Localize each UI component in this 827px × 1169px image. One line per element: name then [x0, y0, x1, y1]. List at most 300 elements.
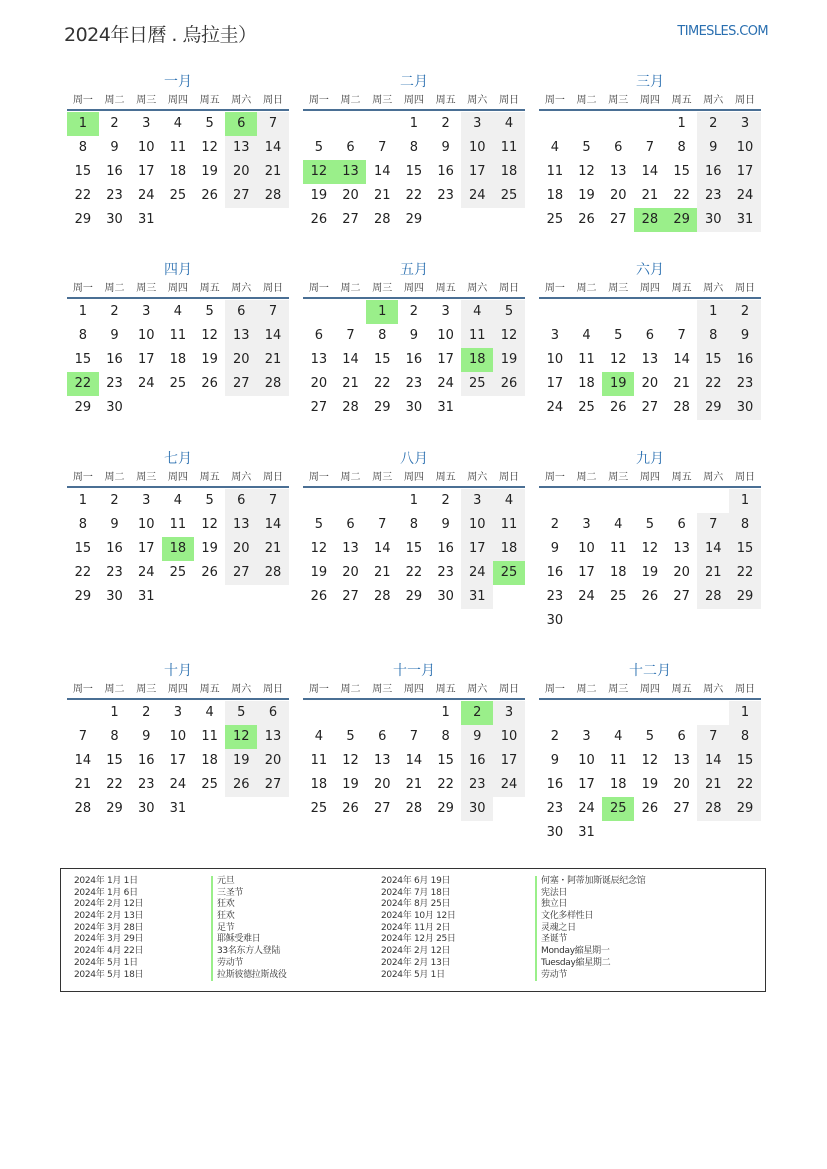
- day-cell: 22: [729, 561, 761, 585]
- day-cell: 16: [106, 164, 123, 179]
- day-cell: 3: [582, 729, 591, 744]
- day-cell: 8: [409, 517, 419, 532]
- day-cell: 25: [169, 376, 187, 391]
- month-block: [539, 73, 761, 232]
- day-cell: 29: [74, 589, 92, 604]
- day-cell: 3: [550, 328, 559, 343]
- weekday-label: 周六: [467, 95, 488, 106]
- day-cell: 3: [582, 517, 591, 532]
- day-cell: 24: [137, 376, 155, 391]
- legend-holiday-date: 2024年 3月 29日: [74, 934, 144, 945]
- day-cell: 10: [546, 352, 564, 367]
- day-cell: 28: [257, 561, 289, 585]
- day-cell: 25: [493, 184, 525, 208]
- day-cell: 23: [546, 589, 564, 604]
- day-cell: 7: [697, 513, 729, 537]
- weekday-label: 周日: [262, 472, 283, 483]
- day-grid: [539, 701, 761, 845]
- weekday-header: [67, 682, 289, 700]
- day-cell: 22: [437, 777, 454, 792]
- day-cell: 3: [461, 112, 493, 136]
- day-cell: 14: [74, 753, 92, 768]
- day-cell: 12: [201, 517, 218, 532]
- weekday-label: 周日: [262, 684, 283, 695]
- day-cell: 13: [257, 725, 289, 749]
- weekday-label: 周四: [167, 95, 188, 106]
- day-cell: 4: [582, 328, 591, 343]
- legend-holiday-name: 独立日: [535, 899, 645, 911]
- day-cell: 2: [697, 112, 729, 136]
- day-cell: 11: [201, 729, 218, 744]
- day-grid: [67, 489, 289, 609]
- weekday-label: 周一: [308, 472, 329, 483]
- holiday-day-cell: 12: [303, 160, 335, 184]
- day-cell: 28: [342, 400, 359, 415]
- day-cell: 16: [697, 160, 729, 184]
- empty-cell: [602, 701, 634, 725]
- day-cell: 15: [74, 541, 92, 556]
- weekday-label: 周五: [671, 684, 692, 695]
- day-cell: 19: [201, 164, 218, 179]
- day-cell: 24: [493, 773, 525, 797]
- day-cell: 10: [437, 328, 454, 343]
- day-cell: 5: [493, 300, 525, 324]
- day-cell: 7: [645, 140, 655, 155]
- day-cell: 21: [697, 773, 729, 797]
- month-title: 九月: [636, 451, 664, 467]
- day-cell: 1: [729, 701, 761, 725]
- legend-holiday-name: 33名东方人登陆: [211, 946, 287, 958]
- day-cell: 20: [257, 749, 289, 773]
- day-cell: 26: [578, 212, 595, 227]
- weekday-label: 周三: [608, 283, 629, 294]
- day-cell: 8: [729, 725, 761, 749]
- empty-cell: [539, 701, 571, 725]
- day-cell: 8: [378, 328, 387, 343]
- day-cell: 30: [106, 400, 123, 415]
- weekday-label: 周二: [340, 283, 361, 294]
- day-cell: 11: [169, 140, 187, 155]
- day-cell: 10: [137, 517, 155, 532]
- day-grid: [539, 300, 761, 420]
- month-block: [539, 450, 761, 633]
- weekday-label: 周三: [608, 472, 629, 483]
- day-cell: 26: [225, 773, 257, 797]
- legend-holiday-name: 宪法日: [535, 888, 645, 900]
- day-cell: 30: [729, 396, 761, 420]
- day-cell: 9: [697, 136, 729, 160]
- day-cell: 11: [578, 352, 595, 367]
- legend-holiday-name: 足节: [211, 923, 287, 935]
- day-cell: 18: [201, 753, 218, 768]
- day-cell: 29: [405, 589, 423, 604]
- weekday-label: 周二: [576, 95, 597, 106]
- day-cell: 20: [225, 348, 257, 372]
- day-cell: 12: [493, 324, 525, 348]
- legend-holiday-date: 2024年 11月 2日: [381, 922, 451, 933]
- day-cell: 11: [609, 541, 627, 556]
- day-cell: 26: [201, 565, 218, 580]
- weekday-label: 周三: [372, 283, 393, 294]
- day-cell: 8: [110, 729, 119, 744]
- weekday-label: 周日: [734, 684, 755, 695]
- day-cell: 25: [609, 589, 627, 604]
- day-cell: 3: [142, 304, 151, 319]
- day-cell: 2: [110, 493, 119, 508]
- weekday-label: 周二: [576, 283, 597, 294]
- day-cell: 22: [74, 565, 92, 580]
- weekday-label: 周四: [167, 472, 188, 483]
- day-cell: 28: [405, 801, 423, 816]
- day-cell: 30: [546, 613, 564, 628]
- weekday-label: 周六: [231, 95, 252, 106]
- day-cell: 13: [342, 541, 359, 556]
- weekday-label: 周三: [608, 95, 629, 106]
- day-cell: 27: [641, 400, 659, 415]
- day-cell: 12: [641, 753, 659, 768]
- day-cell: 17: [137, 541, 155, 556]
- day-cell: 25: [169, 565, 187, 580]
- holiday-day-cell: 29: [666, 208, 698, 232]
- day-cell: 27: [225, 372, 257, 396]
- day-cell: 27: [673, 589, 690, 604]
- day-cell: 5: [614, 328, 623, 343]
- day-cell: 2: [110, 304, 119, 319]
- day-cell: 14: [673, 352, 690, 367]
- day-cell: 19: [310, 565, 328, 580]
- day-cell: 24: [137, 188, 155, 203]
- day-cell: 21: [257, 348, 289, 372]
- empty-cell: [571, 489, 603, 513]
- day-cell: 27: [673, 801, 690, 816]
- day-cell: 10: [578, 541, 595, 556]
- day-cell: 23: [106, 188, 123, 203]
- day-cell: 24: [578, 801, 595, 816]
- empty-cell: [666, 701, 698, 725]
- empty-cell: [335, 701, 367, 725]
- day-cell: 4: [173, 304, 183, 319]
- day-cell: 9: [409, 328, 419, 343]
- day-cell: 26: [641, 801, 659, 816]
- day-cell: 23: [405, 376, 423, 391]
- empty-cell: [602, 489, 634, 513]
- day-cell: 25: [310, 801, 328, 816]
- day-cell: 9: [729, 324, 761, 348]
- legend-holiday-date: 2024年 4月 22日: [74, 946, 144, 957]
- day-cell: 13: [373, 753, 391, 768]
- day-cell: 31: [169, 801, 187, 816]
- empty-cell: [697, 489, 729, 513]
- legend-holiday-date: 2024年 10月 12日: [381, 911, 456, 922]
- day-cell: 14: [257, 324, 289, 348]
- weekday-label: 周五: [671, 472, 692, 483]
- month-block: [539, 261, 761, 420]
- month-title: 十二月: [629, 663, 671, 679]
- weekday-label: 周六: [703, 684, 724, 695]
- day-grid: [539, 112, 761, 232]
- weekday-label: 周四: [167, 283, 188, 294]
- weekday-header: [539, 682, 761, 700]
- legend-names-left: [211, 876, 287, 981]
- day-cell: 27: [609, 212, 627, 227]
- holiday-day-cell: 1: [67, 112, 99, 136]
- day-cell: 9: [550, 541, 559, 556]
- holiday-day-cell: 1: [366, 300, 398, 324]
- day-cell: 17: [137, 164, 155, 179]
- weekday-header: [303, 470, 525, 488]
- holiday-day-cell: 22: [67, 372, 99, 396]
- day-cell: 2: [110, 116, 119, 131]
- day-cell: 2: [550, 729, 559, 744]
- day-cell: 7: [257, 112, 289, 136]
- weekday-label: 周日: [498, 283, 519, 294]
- day-cell: 29: [74, 212, 92, 227]
- day-cell: 10: [137, 140, 155, 155]
- day-cell: 16: [546, 565, 564, 580]
- day-cell: 6: [225, 489, 257, 513]
- weekday-label: 周五: [435, 283, 456, 294]
- day-cell: 18: [169, 352, 187, 367]
- weekday-label: 周六: [467, 283, 488, 294]
- weekday-label: 周六: [231, 472, 252, 483]
- holiday-day-cell: 2: [461, 701, 493, 725]
- legend-holiday-name: 耶稣受难日: [211, 934, 287, 946]
- weekday-header: [67, 93, 289, 111]
- day-cell: 4: [493, 112, 525, 136]
- day-cell: 13: [225, 324, 257, 348]
- day-cell: 9: [110, 140, 119, 155]
- empty-cell: [366, 701, 398, 725]
- day-cell: 20: [673, 565, 690, 580]
- empty-cell: [634, 489, 666, 513]
- day-cell: 14: [641, 164, 659, 179]
- day-cell: 4: [614, 729, 623, 744]
- day-cell: 26: [310, 212, 328, 227]
- day-cell: 17: [461, 160, 493, 184]
- day-cell: 21: [257, 160, 289, 184]
- day-cell: 15: [373, 352, 391, 367]
- day-cell: 6: [378, 729, 387, 744]
- day-cell: 13: [225, 513, 257, 537]
- weekday-label: 周二: [576, 684, 597, 695]
- day-cell: 7: [409, 729, 419, 744]
- day-cell: 6: [677, 517, 686, 532]
- weekday-label: 周四: [167, 684, 188, 695]
- weekday-header: [539, 470, 761, 488]
- day-cell: 8: [78, 140, 87, 155]
- day-cell: 24: [461, 184, 493, 208]
- day-cell: 24: [137, 565, 155, 580]
- day-cell: 22: [697, 372, 729, 396]
- weekday-label: 周五: [435, 684, 456, 695]
- day-cell: 15: [697, 348, 729, 372]
- legend-holiday-name: Tuesday縮星期二: [535, 958, 645, 970]
- day-cell: 30: [137, 801, 155, 816]
- day-cell: 29: [74, 400, 92, 415]
- weekday-label: 周五: [199, 95, 220, 106]
- weekday-label: 周日: [734, 472, 755, 483]
- day-cell: 11: [493, 513, 525, 537]
- day-cell: 10: [169, 729, 187, 744]
- weekday-label: 周五: [671, 95, 692, 106]
- weekday-label: 周三: [136, 684, 157, 695]
- day-cell: 16: [106, 352, 123, 367]
- legend-holiday-date: 2024年 3月 28日: [74, 922, 144, 933]
- day-cell: 9: [110, 328, 119, 343]
- month-block: [67, 662, 289, 821]
- day-cell: 4: [614, 517, 623, 532]
- empty-cell: [602, 112, 634, 136]
- weekday-label: 周二: [340, 684, 361, 695]
- day-cell: 20: [225, 160, 257, 184]
- weekday-header: [303, 93, 525, 111]
- day-grid: [303, 300, 525, 420]
- site-link[interactable]: TIMESLES.COM: [677, 24, 768, 39]
- day-cell: 30: [461, 797, 493, 821]
- day-cell: 19: [310, 188, 328, 203]
- legend-holiday-name: 元旦: [211, 876, 287, 888]
- weekday-label: 周三: [608, 684, 629, 695]
- day-cell: 5: [205, 116, 214, 131]
- day-cell: 7: [78, 729, 87, 744]
- weekday-label: 周六: [703, 95, 724, 106]
- day-grid: [303, 112, 525, 232]
- empty-cell: [666, 489, 698, 513]
- day-cell: 10: [461, 136, 493, 160]
- legend-holiday-name: 劳动节: [211, 958, 287, 970]
- empty-cell: [571, 112, 603, 136]
- day-cell: 23: [106, 376, 123, 391]
- day-cell: 14: [257, 513, 289, 537]
- day-cell: 18: [609, 565, 627, 580]
- day-cell: 19: [641, 777, 659, 792]
- day-cell: 11: [461, 324, 493, 348]
- day-cell: 14: [697, 749, 729, 773]
- day-cell: 1: [697, 300, 729, 324]
- legend-names-right: [535, 876, 645, 981]
- day-grid: [67, 701, 289, 821]
- day-cell: 10: [493, 725, 525, 749]
- day-cell: 9: [110, 517, 119, 532]
- day-cell: 31: [461, 585, 493, 609]
- day-cell: 12: [201, 328, 218, 343]
- weekday-label: 周六: [467, 472, 488, 483]
- day-cell: 9: [461, 725, 493, 749]
- weekday-label: 周六: [703, 472, 724, 483]
- empty-cell: [303, 300, 335, 324]
- day-cell: 26: [342, 801, 359, 816]
- weekday-label: 周五: [671, 283, 692, 294]
- month-title: 三月: [636, 74, 664, 90]
- day-cell: 5: [582, 140, 591, 155]
- month-title: 四月: [164, 262, 192, 278]
- day-cell: 22: [405, 565, 423, 580]
- day-cell: 10: [461, 513, 493, 537]
- empty-cell: [303, 701, 335, 725]
- day-cell: 6: [614, 140, 623, 155]
- day-cell: 20: [342, 565, 359, 580]
- day-cell: 25: [578, 400, 595, 415]
- day-cell: 13: [609, 164, 627, 179]
- day-cell: 20: [310, 376, 328, 391]
- day-cell: 26: [609, 400, 627, 415]
- day-cell: 26: [310, 589, 328, 604]
- weekday-header: [303, 281, 525, 299]
- day-cell: 27: [342, 589, 359, 604]
- weekday-label: 周四: [403, 472, 424, 483]
- weekday-header: [303, 682, 525, 700]
- weekday-label: 周四: [403, 684, 424, 695]
- day-cell: 1: [409, 493, 419, 508]
- weekday-label: 周三: [136, 283, 157, 294]
- day-cell: 28: [697, 585, 729, 609]
- weekday-label: 周四: [403, 283, 424, 294]
- month-title: 六月: [636, 262, 664, 278]
- day-cell: 30: [437, 589, 454, 604]
- day-cell: 5: [346, 729, 355, 744]
- day-cell: 20: [225, 537, 257, 561]
- day-cell: 30: [546, 825, 564, 840]
- day-cell: 2: [550, 517, 559, 532]
- legend-holiday-date: 2024年 8月 25日: [381, 899, 451, 910]
- day-cell: 13: [673, 753, 690, 768]
- empty-cell: [697, 701, 729, 725]
- day-cell: 2: [409, 304, 419, 319]
- weekday-label: 周二: [104, 95, 125, 106]
- weekday-label: 周六: [231, 283, 252, 294]
- day-cell: 27: [225, 184, 257, 208]
- day-cell: 9: [441, 140, 450, 155]
- day-cell: 9: [142, 729, 151, 744]
- day-cell: 16: [437, 541, 454, 556]
- day-cell: 8: [677, 140, 686, 155]
- day-cell: 28: [257, 372, 289, 396]
- day-cell: 6: [225, 300, 257, 324]
- day-cell: 24: [729, 184, 761, 208]
- day-cell: 17: [578, 777, 595, 792]
- day-cell: 7: [378, 517, 387, 532]
- day-cell: 6: [677, 729, 686, 744]
- legend-holiday-date: 2024年 1月 6日: [74, 887, 138, 898]
- weekday-label: 周五: [199, 684, 220, 695]
- day-cell: 28: [373, 212, 391, 227]
- day-cell: 16: [405, 352, 423, 367]
- month-block: [303, 662, 525, 821]
- day-cell: 4: [173, 493, 183, 508]
- weekday-label: 周六: [231, 684, 252, 695]
- legend-holiday-date: 2024年 2月 13日: [74, 911, 144, 922]
- weekday-header: [539, 93, 761, 111]
- day-cell: 14: [342, 352, 359, 367]
- day-cell: 17: [169, 753, 187, 768]
- day-grid: [303, 701, 525, 821]
- day-cell: 15: [74, 352, 92, 367]
- day-grid: [539, 489, 761, 633]
- legend-holiday-name: 灵魂之日: [535, 923, 645, 935]
- holiday-day-cell: 6: [225, 112, 257, 136]
- day-cell: 30: [405, 400, 423, 415]
- holiday-day-cell: 18: [162, 537, 194, 561]
- day-cell: 11: [169, 328, 187, 343]
- day-cell: 12: [641, 541, 659, 556]
- day-cell: 18: [493, 537, 525, 561]
- day-cell: 13: [641, 352, 659, 367]
- holiday-day-cell: 25: [493, 561, 525, 585]
- day-cell: 15: [673, 164, 690, 179]
- day-cell: 1: [110, 705, 119, 720]
- legend-dates-left: [74, 876, 143, 981]
- weekday-label: 周日: [262, 95, 283, 106]
